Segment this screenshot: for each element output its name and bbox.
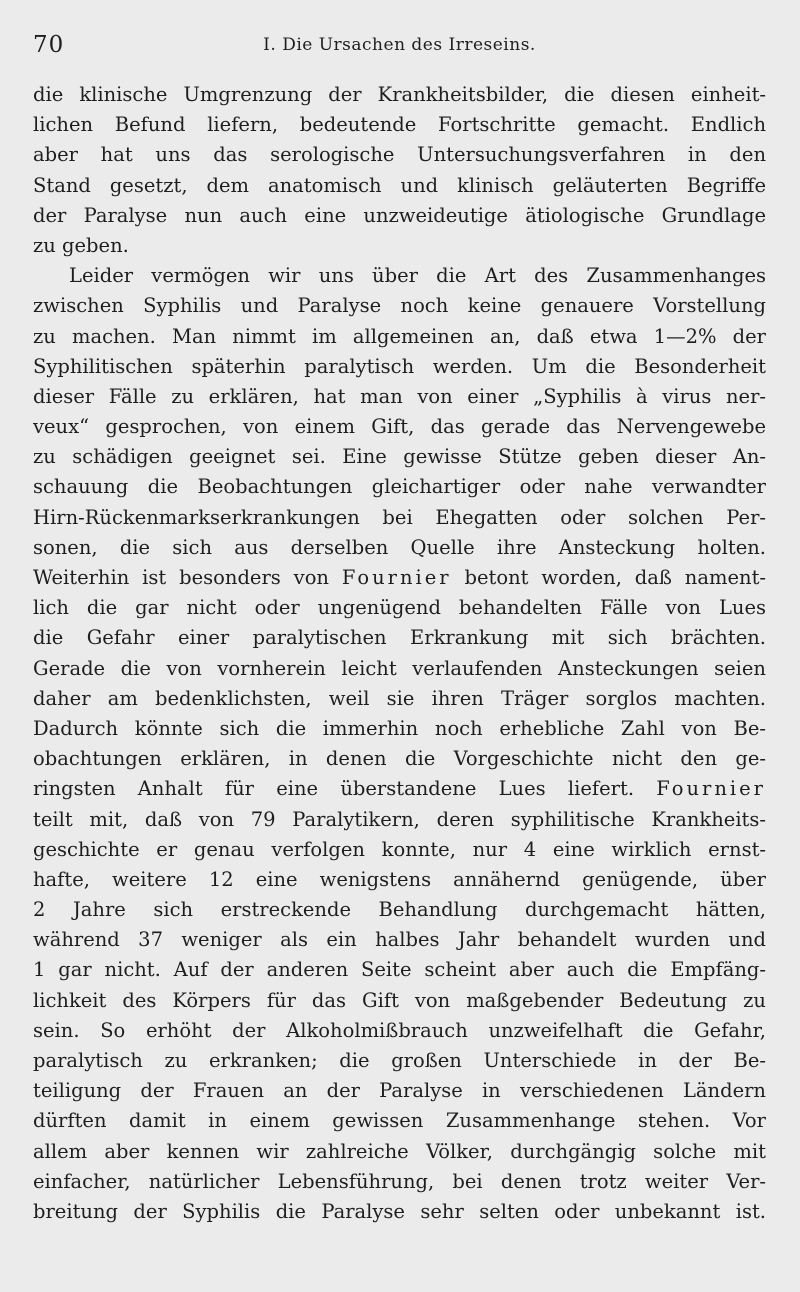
text-line: dieser Fälle zu erklären, hat man von einer „Syphilis à virus ner- bbox=[33, 384, 766, 408]
text-line: zwischen Syphilis und Paralyse noch keine genauere Vorstellung bbox=[33, 294, 766, 318]
text-line: paralytisch zu erkranken; die großen Unterschiede in der Be- bbox=[33, 1049, 766, 1072]
text-line: teiligung der Frauen an der Paralyse in verschiedenen Ländern bbox=[33, 1079, 766, 1103]
text-line: Hirn-Rückenmarkserkrankungen bei Ehegatten oder solchen Per- bbox=[33, 505, 766, 529]
text-line: zu geben. bbox=[33, 233, 129, 257]
text-line: teilt mit, daß von 79 Paralytikern, deren syphilitische Krankheits- bbox=[33, 807, 766, 831]
text-line: Stand gesetzt, dem anatomisch und klinisch geläuterten Begriffe bbox=[33, 173, 766, 197]
text-line: 2 Jahre sich erstreckende Behandlung durchgemacht hätten, bbox=[33, 898, 766, 922]
text-line: lich die gar nicht oder ungenügend behandelten Fälle von Lues bbox=[33, 596, 766, 620]
text-line: schauung die Beobachtungen gleichartiger oder nahe verwandter bbox=[33, 475, 766, 499]
text-line: aber hat uns das serologische Untersuchungsverfahren in den bbox=[33, 143, 766, 167]
text-line: obachtungen erklären, in denen die Vorgeschichte nicht den ge- bbox=[33, 747, 766, 771]
text-line: sonen, die sich aus derselben Quelle ihre Ansteckung holten. bbox=[33, 535, 766, 559]
text-line: Weiterhin ist besonders von Fournier betont worden, daß nament- bbox=[33, 566, 766, 589]
text-line: Dadurch könnte sich die immerhin noch erhebliche Zahl von Be- bbox=[33, 716, 766, 740]
body-text bbox=[33, 80, 766, 1227]
text-line: Gerade die von vornherein leicht verlaufenden Ansteckungen seien bbox=[33, 656, 766, 680]
text-line: Leider vermögen wir uns über die Art des Zusammenhanges bbox=[69, 264, 766, 288]
text-line: einfacher, natürlicher Lebensführung, bei denen trotz weiter Ver- bbox=[33, 1169, 766, 1193]
text-line: veux“ gesprochen, von einem Gift, das gerade das Nervengewebe bbox=[33, 415, 766, 439]
text-line: lichen Befund liefern, bedeutende Fortschritte gemacht. Endlich bbox=[33, 113, 766, 137]
text-line: daher am bedenklichsten, weil sie ihren Träger sorglos machten. bbox=[33, 686, 766, 710]
text-line: geschichte er genau verfolgen konnte, nur 4 eine wirklich ernst- bbox=[33, 837, 766, 861]
text-line: der Paralyse nun auch eine unzweideutige ätiologische Grundlage bbox=[33, 203, 766, 227]
text-line: während 37 weniger als ein halbes Jahr behandelt wurden und bbox=[33, 928, 766, 952]
text-line: ringsten Anhalt für eine überstandene Lues liefert. Fournier bbox=[33, 777, 766, 801]
text-line: Syphilitischen späterhin paralytisch werden. Um die Besonderheit bbox=[33, 354, 766, 378]
text-line: hafte, weitere 12 eine wenigstens annähernd genügende, über bbox=[33, 867, 766, 891]
running-head: I. Die Ursachen des Irreseins. bbox=[263, 35, 536, 55]
text-line: zu machen. Man nimmt im allgemeinen an, daß etwa 1—2% der bbox=[33, 324, 766, 348]
text-line: dürften damit in einem gewissen Zusammenhange stehen. Vor bbox=[33, 1109, 766, 1133]
text-line: die klinische Umgrenzung der Krankheitsbilder, die diesen einheit- bbox=[33, 83, 766, 106]
text-line: zu schädigen geeignet sei. Eine gewisse Stütze geben dieser An- bbox=[33, 445, 766, 469]
text-line: allem aber kennen wir zahlreiche Völker, durchgängig solche mit bbox=[33, 1139, 766, 1163]
text-line: lichkeit des Körpers für das Gift von maßgebender Bedeutung zu bbox=[33, 988, 766, 1012]
text-line: die Gefahr einer paralytischen Erkrankung mit sich brächten. bbox=[33, 626, 766, 650]
text-line: breitung der Syphilis die Paralyse sehr selten oder unbekannt ist. bbox=[33, 1199, 766, 1223]
page-header bbox=[33, 32, 766, 62]
text-line: 1 gar nicht. Auf der anderen Seite scheint aber auch die Empfäng- bbox=[33, 958, 766, 982]
text-line: sein. So erhöht der Alkoholmißbrauch unzweifelhaft die Gefahr, bbox=[33, 1018, 766, 1042]
page-number: 70 bbox=[33, 32, 65, 58]
